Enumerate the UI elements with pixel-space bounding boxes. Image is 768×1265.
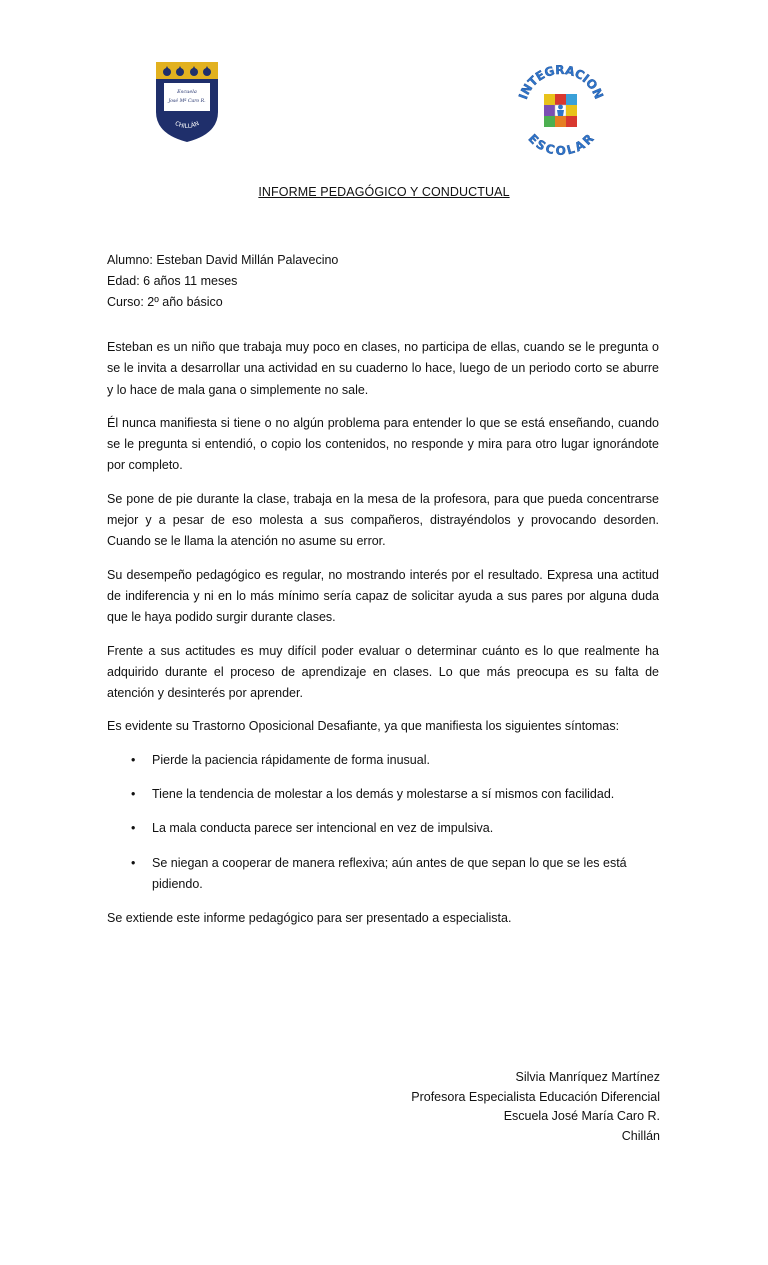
report-body: [107, 337, 659, 942]
crest-line1: Escuela: [177, 89, 197, 95]
list-item: [107, 750, 659, 771]
symptom-list: [107, 750, 659, 895]
list-item: [107, 853, 659, 896]
paragraph: Frente a sus actitudes es muy difícil poder evaluar o determinar cuánto es lo que realmente ha adquirido durante el proceso de aprendizaje en clases. Lo que más preocupa es su falta de atención y desinterés por aprender.: [107, 643, 659, 701]
paragraph: Esteban es un niño que trabaja muy poco en clases, no participa de ellas, cuando se le pregunta o se le invita a desarrollar una actividad en su cuaderno lo hace, luego de un periodo corto se aburre y lo hace de mala gana o simplemente no sale.: [107, 340, 659, 397]
paragraph: Su desempeño pedagógico es regular, no mostrando interés por el resultado. Expresa una actitud de indiferencia y ni en lo más mínimo sería capaz de solicitar ayuda a sus pares por alguna duda que le haya podido surgir durante clases.: [107, 567, 659, 625]
symptom-text: Se niegan a cooperar de manera reflexiva; aún antes de que sepan lo que se les está pidiendo.: [152, 855, 627, 891]
signer-name: Silvia Manríquez Martínez: [515, 1070, 660, 1084]
closing-statement: Se extiende este informe pedagógico para ser presentado a especialista.: [107, 911, 512, 926]
bullet: •: [131, 787, 136, 802]
list-item: [107, 818, 659, 839]
list-item: [107, 784, 659, 805]
bullet: •: [131, 821, 136, 836]
symptom-text: Tiene la tendencia de molestar a los demás y molestarse a sí mismos con facilidad.: [152, 787, 615, 802]
bullet: •: [131, 855, 136, 870]
integracion-escolar-logo: [513, 60, 609, 156]
school-crest-logo: [154, 60, 220, 144]
paragraph: Él nunca manifiesta si tiene o no algún problema para entender lo que se está enseñando, cuando se le pregunta si entendió, o copio los contenidos, no responde y mira para otro lugar ignorándote por completo.: [107, 415, 659, 473]
signer-city: Chillán: [621, 1128, 660, 1143]
crest-line2: José Mª Caro R.: [168, 99, 206, 104]
symptom-text: Pierde la paciencia rápidamente de forma inusual.: [152, 752, 430, 767]
paragraph: Se pone de pie durante la clase, trabaja en la mesa de la profesora, para que pueda concentrarse mejor y a pesar de eso molesta a sus compañeros, distrayéndolos y provocando desorden. Cuando se le llama la atención no asume su error.: [107, 491, 659, 549]
crest-arc: CHILLÁN: [173, 120, 201, 131]
signature-block: [411, 1068, 660, 1146]
report-title: INFORME PEDAGÓGICO Y CONDUCTUAL: [258, 185, 510, 199]
logo-bottom-text: ESCOLAR: [525, 131, 597, 156]
student-age: Edad: 6 años 11 meses: [107, 274, 238, 288]
signer-role: Profesora Especialista Educación Diferencial: [411, 1089, 660, 1104]
student-name: Alumno: Esteban David Millán Palavecino: [107, 253, 339, 267]
bullet: •: [131, 752, 136, 767]
student-grade: Curso: 2º año básico: [107, 295, 223, 309]
symptom-text: La mala conducta parece ser intencional en vez de impulsiva.: [152, 821, 494, 836]
signer-school: Escuela José María Caro R.: [503, 1109, 660, 1123]
logo-top-text: INTEGRACION: [515, 62, 606, 102]
student-info: [107, 250, 338, 313]
symptoms-intro: Es evidente su Trastorno Oposicional Desafiante, ya que manifiesta los siguientes síntomas:: [107, 719, 620, 734]
